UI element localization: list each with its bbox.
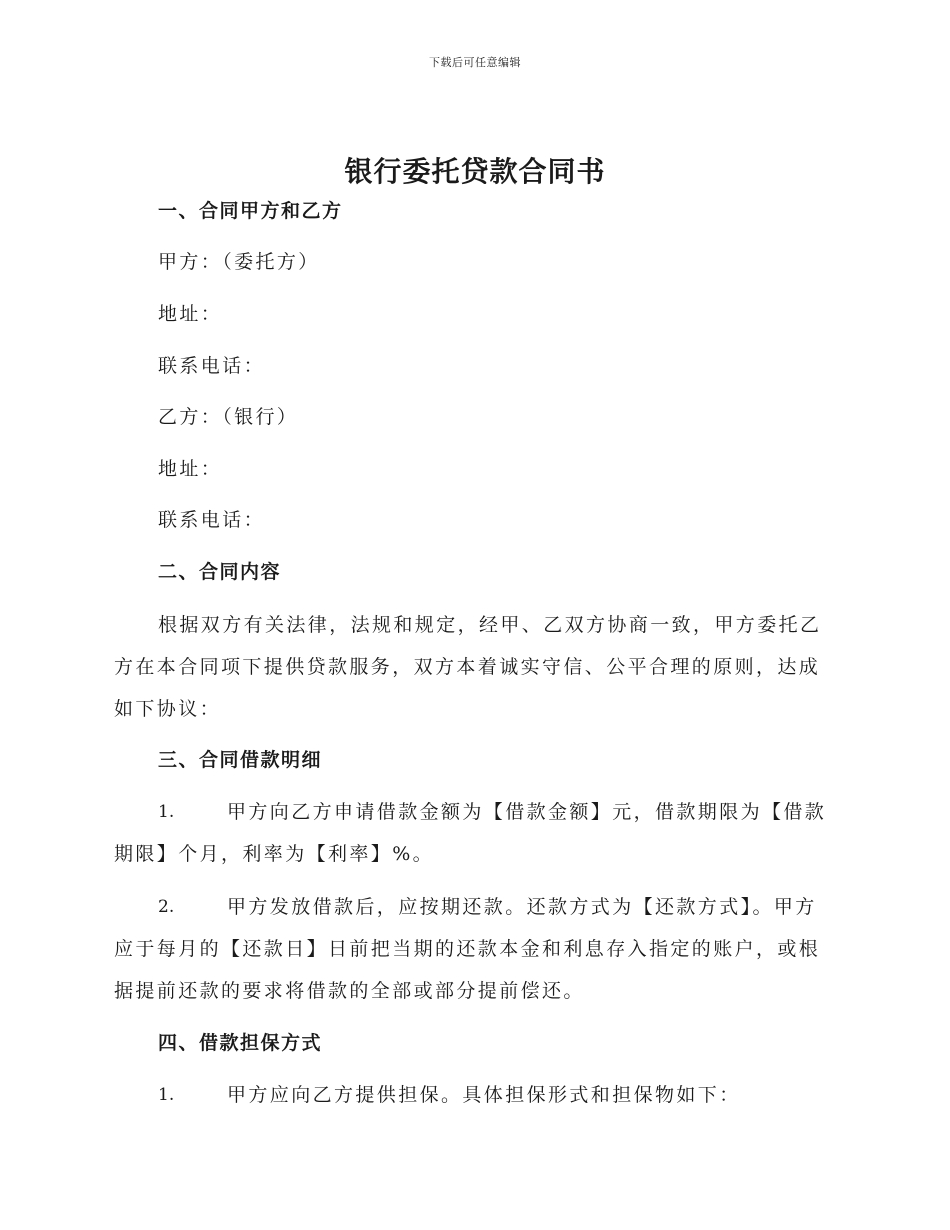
section3-item1-line1: 甲方向乙方申请借款金额为【借款金额】元，借款期限为【借款 (227, 801, 827, 823)
section2-heading: 二、合同内容 (158, 561, 282, 583)
section3-item1-number: 1. (158, 802, 175, 822)
section2-paragraph-line1: 根据双方有关法律，法规和规定，经甲、乙双方协商一致，甲方委托乙 (158, 614, 822, 636)
section2-paragraph-line3: 如下协议： (114, 698, 222, 720)
party-a-line: 甲方：（委托方） (158, 251, 320, 273)
section3-item1-line2: 期限】个月，利率为【利率】%。 (114, 843, 435, 865)
section3-item2-line1: 甲方发放借款后，应按期还款。还款方式为【还款方式】。甲方 (227, 896, 817, 918)
section4-heading: 四、借款担保方式 (158, 1032, 323, 1054)
party-b-phone: 联系电话： (158, 509, 266, 531)
party-a-address: 地址： (158, 303, 223, 325)
party-b-line: 乙方：（银行） (158, 406, 299, 428)
document-title: 银行委托贷款合同书 (344, 155, 606, 188)
section3-item2-number: 2. (158, 897, 175, 917)
header-note: 下载后可任意编辑 (429, 56, 521, 69)
section4-item1-line1: 甲方应向乙方提供担保。具体担保形式和担保物如下： (227, 1084, 741, 1106)
section1-heading: 一、合同甲方和乙方 (158, 200, 343, 222)
section3-heading: 三、合同借款明细 (158, 749, 323, 771)
section4-item1-number: 1. (158, 1085, 175, 1105)
party-b-address: 地址： (158, 458, 223, 480)
party-a-phone: 联系电话： (158, 355, 266, 377)
section3-item2-line2: 应于每月的【还款日】日前把当期的还款本金和利息存入指定的账户，或根 (114, 938, 821, 960)
section3-item2-line3: 据提前还款的要求将借款的全部或部分提前偿还。 (114, 980, 585, 1002)
section2-paragraph-line2: 方在本合同项下提供贷款服务，双方本着诚实守信、公平合理的原则，达成 (114, 656, 821, 678)
